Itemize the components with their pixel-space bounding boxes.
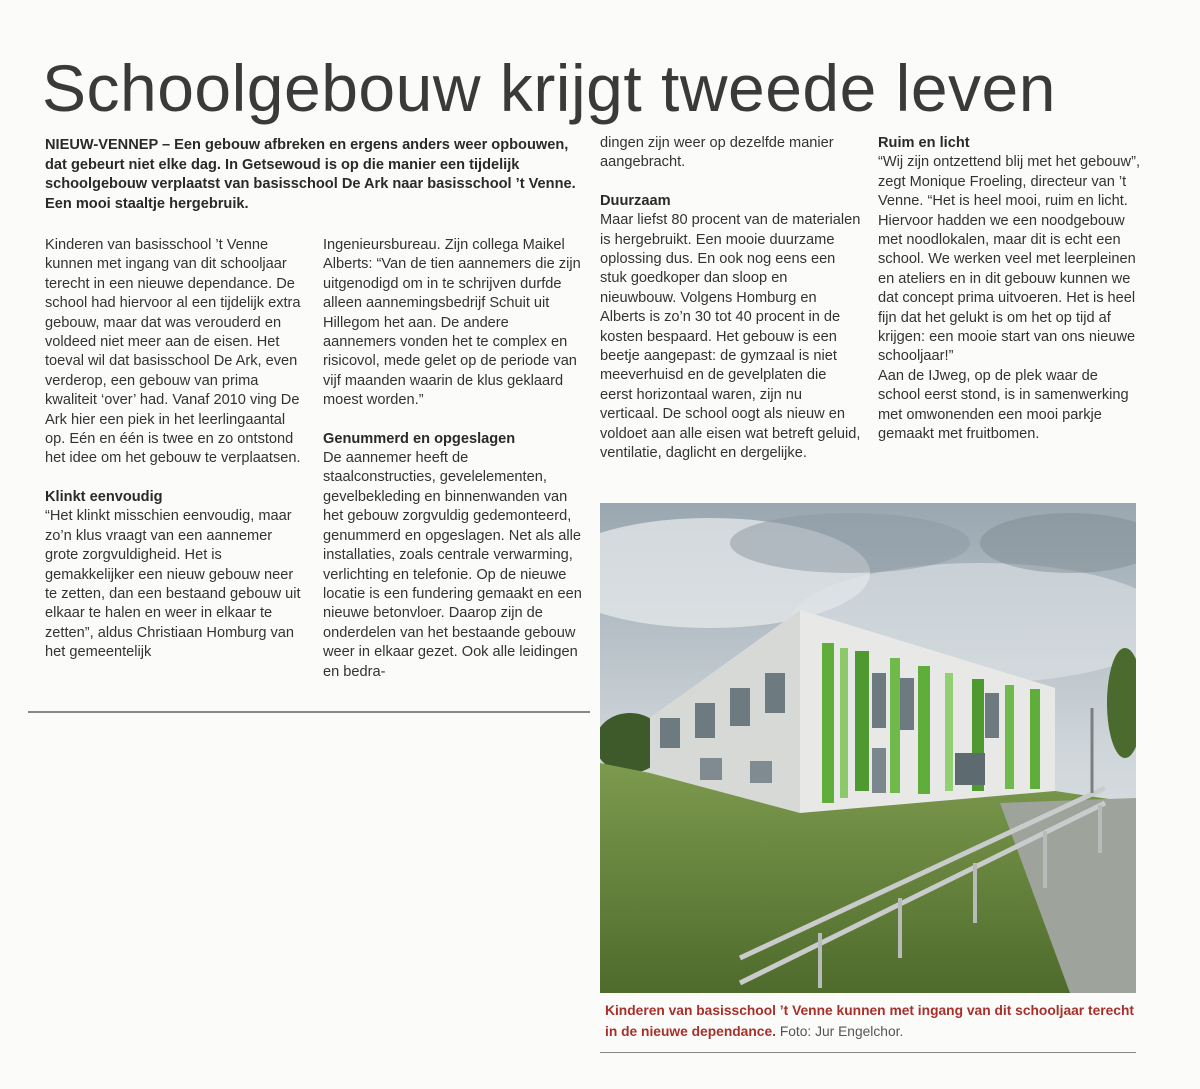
column-3-paragraph-1: dingen zijn weer op dezelfde manier aangebracht.	[600, 135, 834, 171]
intro-paragraph: NIEUW-VENNEP – Een gebouw afbreken en ergens anders weer opbouwen, dat gebeurt niet elke dag. In Getsewoud is op die manier een tijdelijk schoolgebouw verplaatst van basisschool De Ark naar basisschool ’t Venne. Een mooi staaltje hergebruik.	[45, 137, 576, 212]
bottom-rule-right	[600, 1052, 1136, 1053]
article-column-1	[45, 236, 307, 663]
caption-text: Kinderen van basisschool ’t Venne kunnen met ingang van dit schooljaar terecht in de nieuwe dependance.	[605, 1003, 1135, 1039]
photo-illustration	[600, 503, 1136, 993]
headline: Schoolgebouw krijgt tweede leven	[42, 51, 1056, 125]
column-3-paragraph-2: Maar liefst 80 procent van de materialen is hergebruikt. Een mooie duurzame oplossing dus. En ook nog eens een stuk goedkoper dan sloop en nieuwbouw. Volgens Homburg en Alberts is zo’n 30 tot 40 procent in de kosten bespaard. Het gebouw is een beetje aangepast: de gymzaal is niet meeverhuisd en de gevelplaten die eerst horizontaal waren, zijn nu verticaal. De school oogt als nieuw en voldoet aan alle eisen wat betreft geluid, ventilatie, daglicht en dergelijke.	[600, 212, 861, 462]
photo-credit: Foto: Jur Engelchor.	[779, 1024, 904, 1039]
photo-caption	[605, 1000, 1135, 1042]
school-building-photo	[600, 503, 1136, 993]
subheading-duurzaam: Duurzaam	[600, 192, 671, 209]
column-4-paragraph-2: Aan de IJweg, op de plek waar de school eerst stond, is in samenwerking met omwonenden een mooi parkje gemaakt met fruitbomen.	[878, 367, 1129, 443]
subheading-klinkt-eenvoudig: Klinkt eenvoudig	[45, 488, 163, 505]
article-column-2	[323, 236, 585, 682]
subheading-ruim-en-licht: Ruim en licht	[878, 135, 970, 151]
column-4-paragraph-1: “Wij zijn ontzettend blij met het gebouw”, zegt Monique Froeling, directeur van ’t Venne. “Het is heel mooi, ruim en licht. Hiervoor hadden we een noodgebouw met noodlokalen, maar dit is echt een school. We werken veel met leerpleinen en ateliers en in dit gebouw kunnen we dat concept prima uitvoeren. Het is heel fijn dat het gelukt is om het op tijd af krijgen: een mooie start van ons nieuwe schooljaar!”	[878, 154, 1140, 365]
bottom-rule-left	[28, 711, 590, 713]
subheading-genummerd: Genummerd en opgeslagen	[323, 430, 516, 447]
column-2-paragraph-1: Ingenieursbureau. Zijn collega Maikel Alberts: “Van de tien aannemers die zijn uitgenodigd om in te schrijven durfde alleen aannemingsbedrijf Schuit uit Hillegom het aan. De andere aannemers vonden het te complex en risicovol, mede gelet op de periode van vijf maanden waarin de klus geklaard moest worden.”	[323, 237, 581, 409]
column-1-paragraph-2: “Het klinkt misschien eenvoudig, maar zo’n klus vraagt van een aannemer grote zorgvuldigheid. Het is gemakkelijker een nieuw gebouw neer te zetten, dan een bestaand gebouw uit elkaar te halen en weer in elkaar te zetten”, aldus Christiaan Homburg van het gemeentelijk	[45, 508, 301, 661]
column-1-paragraph-1: Kinderen van basisschool ’t Venne kunnen met ingang van dit schooljaar terecht in een nieuwe dependance. De school had hiervoor al een tijdelijk extra gebouw, maar dat was verouderd en voldeed niet meer aan de eisen. Het toeval wil dat basisschool De Ark, even verderop, een gebouw van prima kwaliteit ‘over’ had. Vanaf 2010 ving De Ark hier een piek in het leerlingaantal op. Eén en één is twee en zo ontstond het idee om het gebouw te verplaatsen.	[45, 237, 301, 467]
column-2-paragraph-2: De aannemer heeft de staalconstructies, gevelelementen, gevelbekleding en binnenwanden van het gebouw zorgvuldig gedemonteerd, genummerd en opgeslagen. Net als alle installaties, zoals centrale verwarming, verlichting en telefonie. Op de nieuwe locatie is een fundering gemaakt en een nieuwe betonvloer. Daarop zijn de onderdelen van het bestaande gebouw weer in elkaar gezet. Ook alle leidingen en bedra-	[323, 450, 582, 680]
article-column-3	[600, 134, 862, 464]
article-column-4	[878, 134, 1140, 445]
